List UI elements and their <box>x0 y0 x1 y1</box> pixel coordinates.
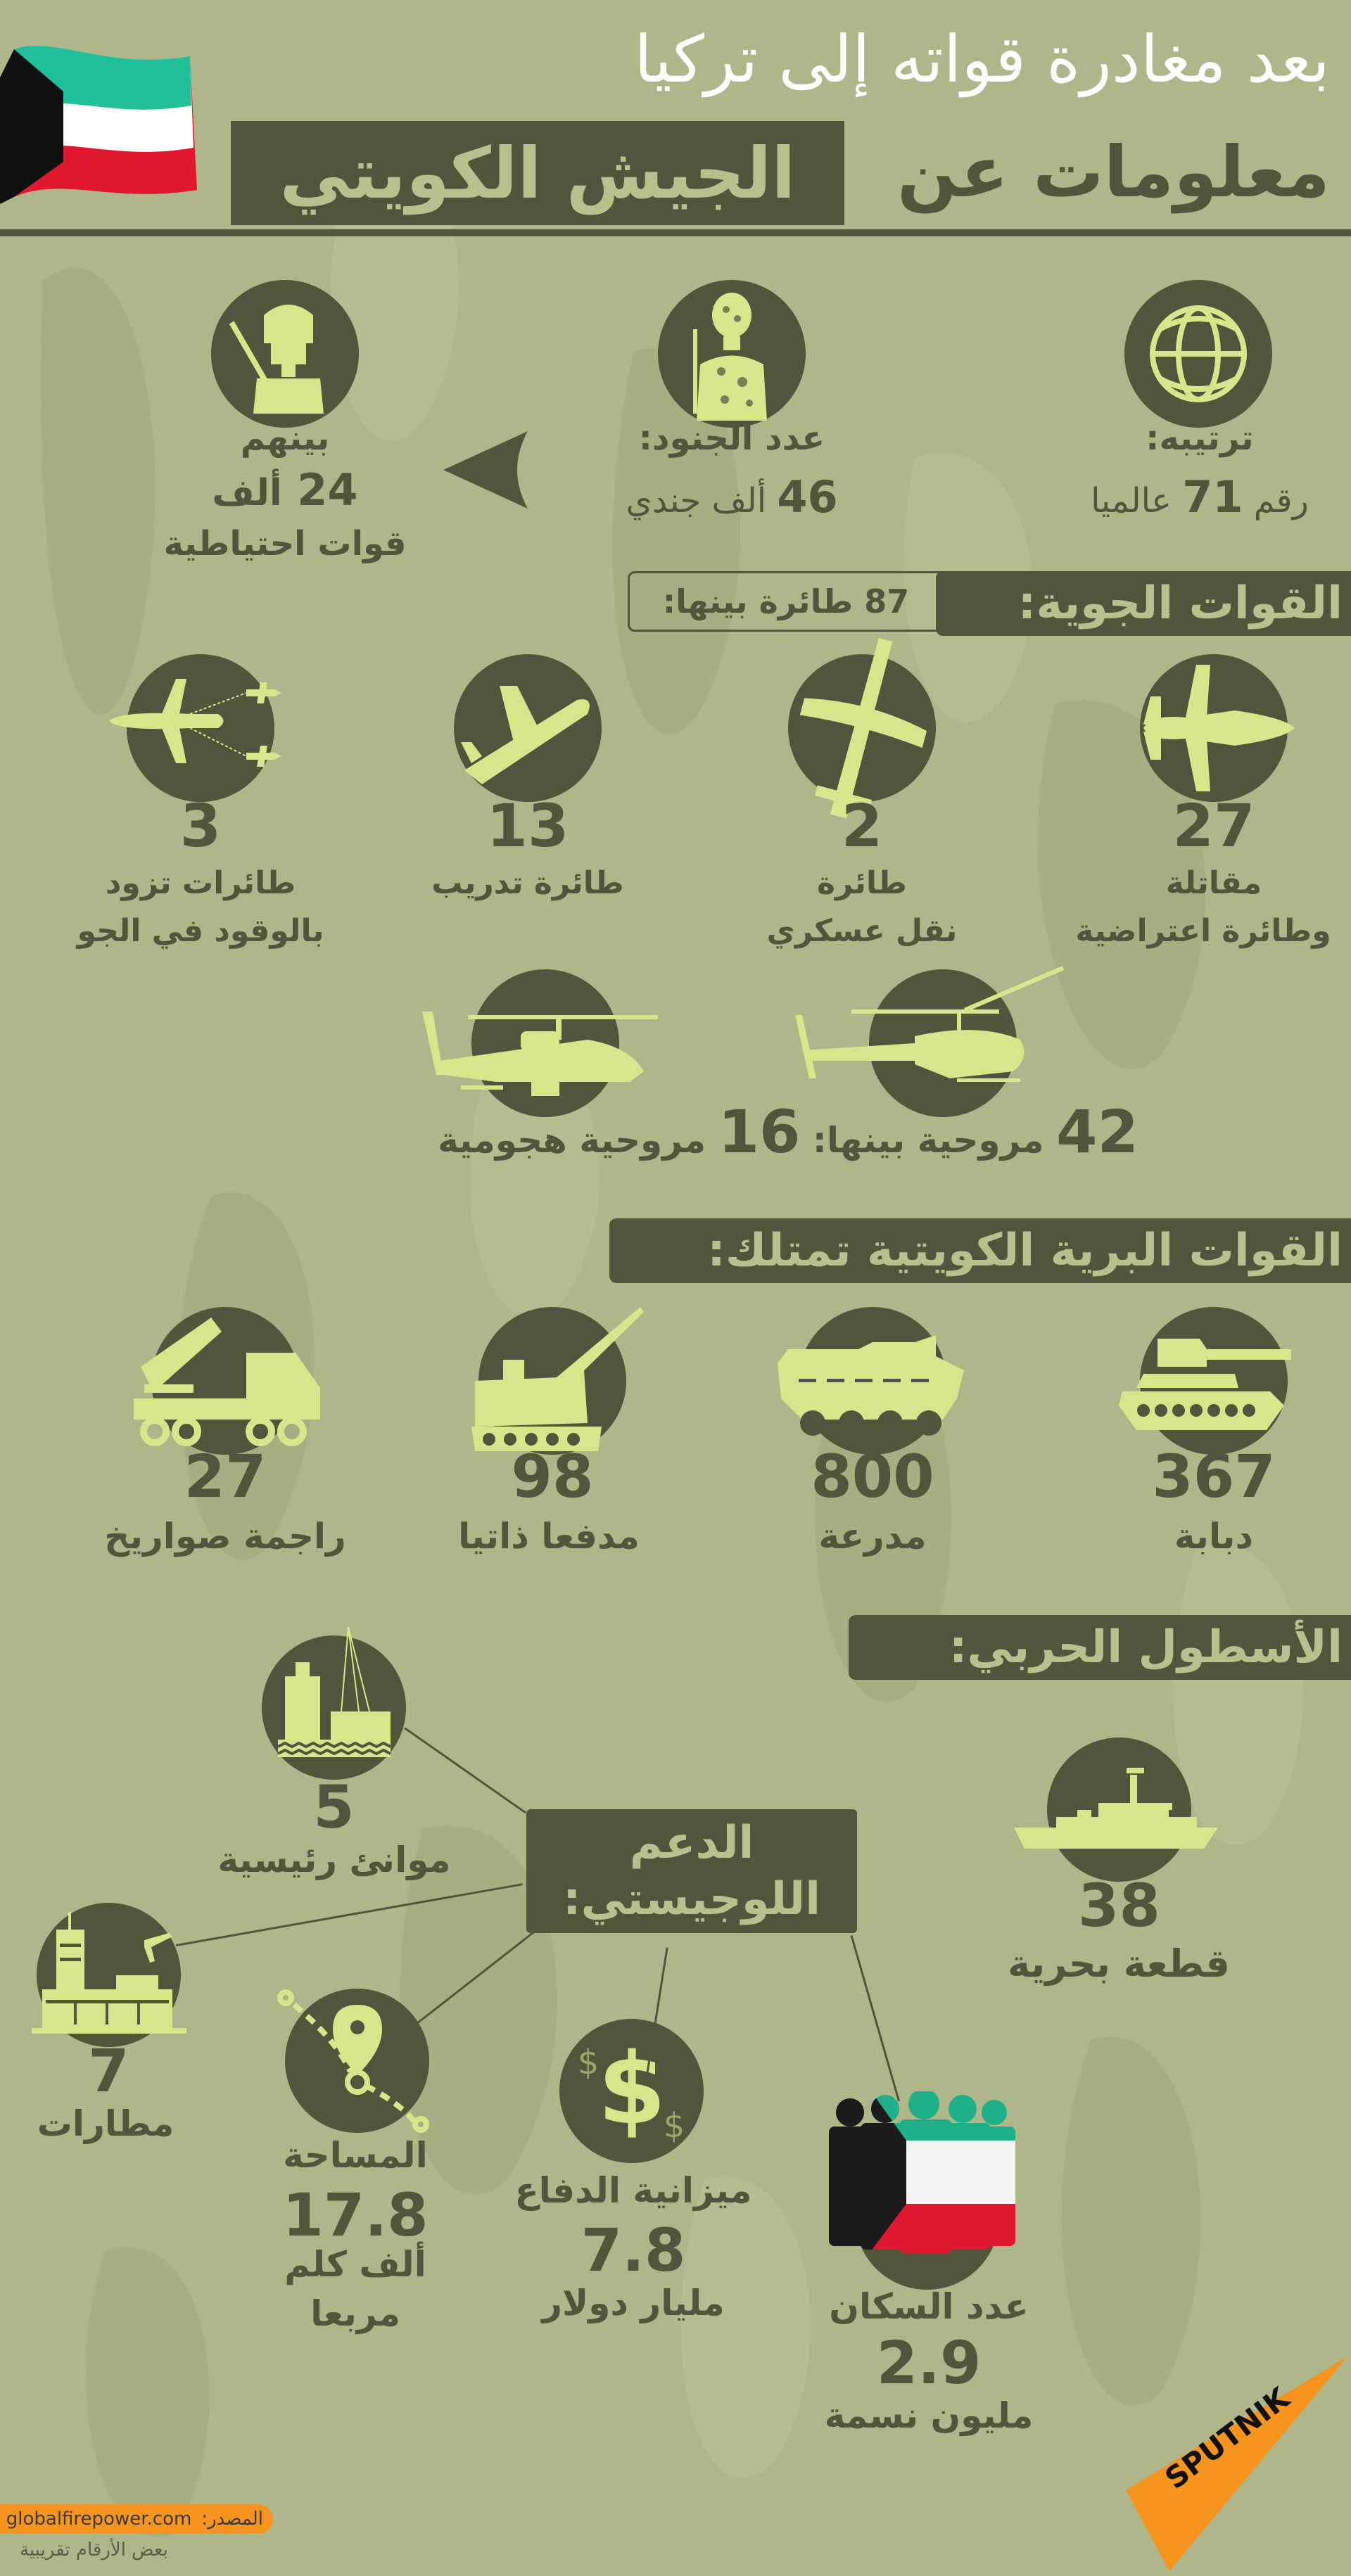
airports-value: 7 <box>88 2036 129 2105</box>
source-badge <box>0 2504 273 2534</box>
footer-note: بعض الأرقام تقريبية <box>20 2539 168 2561</box>
ports-circle <box>262 1635 406 1780</box>
attack-helicopter-circle <box>471 969 619 1117</box>
reserves-value: 24 <box>297 464 358 516</box>
population-circle <box>855 2145 999 2290</box>
reserves-unit: ألف <box>212 472 282 514</box>
artillery-label: مدفعا ذاتيا <box>458 1516 640 1557</box>
area-circle <box>285 1989 429 2133</box>
sputnik-logo <box>1119 2349 1351 2575</box>
rocket-launcher-value: 27 <box>184 1442 267 1511</box>
trainer-plane-icon <box>457 672 598 784</box>
header-title-highlight: الجيش الكويتي <box>279 132 796 215</box>
warship-icon <box>1014 1768 1225 1852</box>
ranking-value: 71 <box>1182 471 1243 523</box>
population-unit: مليون نسمة <box>824 2395 1034 2436</box>
attack-helicopter-icon <box>419 983 672 1103</box>
arrow-left-icon <box>436 428 535 512</box>
tank-icon <box>1115 1325 1312 1437</box>
area-unit-2: مربعا <box>310 2293 400 2334</box>
svg-text:SPUTNIK: SPUTNIK <box>1158 2380 1296 2496</box>
soldiers-circle <box>658 280 806 428</box>
helicopters-line <box>380 1097 1196 1166</box>
reserves-circle <box>211 280 359 428</box>
kuwait-flag-icon <box>0 28 204 211</box>
trainer-circle <box>454 654 602 802</box>
budget-label: ميزانية الدفاع <box>514 2170 752 2211</box>
fighter-value: 27 <box>1172 791 1255 860</box>
map-pin-icon <box>280 1984 435 2138</box>
fighter-circle <box>1140 654 1288 802</box>
airports-circle <box>37 1903 181 2047</box>
armored-label: مدرعة <box>818 1516 927 1557</box>
population-value: 2.9 <box>876 2328 982 2397</box>
airport-icon <box>32 1912 186 2039</box>
helicopters-total-label: مروحية بينها: <box>812 1120 1044 1161</box>
ports-label: موانئ رئيسية <box>217 1839 451 1880</box>
armored-vehicle-icon <box>774 1328 971 1434</box>
self-propelled-gun-icon <box>461 1303 644 1458</box>
artillery-value: 98 <box>511 1442 594 1511</box>
ranking-label: ترتيبه: <box>1146 419 1254 458</box>
rocket-launcher-circle <box>151 1307 299 1455</box>
fighter-jet-icon <box>1129 654 1298 802</box>
artillery-circle <box>478 1307 626 1455</box>
fighter-label-1: مقاتلة <box>1165 865 1262 901</box>
tank-label: دبابة <box>1174 1516 1254 1557</box>
budget-value: 7.8 <box>581 2216 686 2285</box>
transport-label-1: طائرة <box>817 865 907 901</box>
reserves-suffix: قوات احتياطية <box>163 524 407 563</box>
transport-circle <box>788 654 936 802</box>
soldiers-label: عدد الجنود: <box>638 419 825 458</box>
trainer-value: 13 <box>486 791 569 860</box>
armored-circle <box>799 1307 946 1455</box>
area-value: 17.8 <box>282 2181 429 2250</box>
tank-circle <box>1140 1307 1288 1455</box>
refueling-label-1: طائرات تزود <box>105 865 296 901</box>
transport-label-2: نقل عسكري <box>766 913 958 949</box>
reserve-soldier-icon <box>232 294 338 414</box>
warship-value: 38 <box>1078 1871 1160 1940</box>
population-label: عدد السكان <box>829 2286 1029 2327</box>
warship-circle <box>1047 1737 1191 1882</box>
air-force-total-label: 87 طائرة بينها: <box>662 582 910 620</box>
header-title-highlight-box <box>231 121 844 225</box>
area-label: المساحة <box>283 2135 428 2176</box>
source-label: المصدر: <box>201 2508 263 2530</box>
refueling-value: 3 <box>179 791 222 860</box>
helicopter-circle <box>869 969 1017 1117</box>
source-value[interactable]: globalfirepower.com <box>6 2508 192 2530</box>
navy-heading: الأسطول الحربي: <box>849 1615 1351 1680</box>
ranking-suffix: عالميا <box>1091 481 1172 521</box>
reserves-label: بينهم <box>240 419 330 458</box>
soldiers-suffix: ألف جندي <box>626 481 767 521</box>
svg-text:$: $ <box>663 2105 685 2145</box>
ports-value: 5 <box>313 1773 355 1842</box>
budget-unit: مليار دولار <box>542 2283 725 2323</box>
helicopters-attack: 16 <box>718 1097 801 1166</box>
transport-value: 2 <box>841 791 883 860</box>
population-icon <box>829 2091 1026 2260</box>
air-force-total-box <box>628 571 944 632</box>
header-subtitle: بعد مغادرة قواته إلى تركيا <box>634 22 1330 97</box>
ranking-prefix: رقم <box>1253 481 1309 521</box>
tank-value: 367 <box>1152 1442 1276 1511</box>
refueling-label-2: بالوقود في الجو <box>77 913 324 949</box>
soldiers-value: 46 <box>777 471 838 523</box>
area-unit-1: ألف كلم <box>284 2244 426 2285</box>
ranking-circle <box>1124 280 1272 428</box>
refueling-plane-icon <box>106 672 296 784</box>
svg-text:$: $ <box>577 2042 599 2082</box>
header-divider <box>0 229 1351 236</box>
armored-value: 800 <box>811 1442 934 1511</box>
helicopters-attack-label: مروحية هجومية <box>438 1120 706 1161</box>
trainer-label-1: طائرة تدريب <box>431 865 624 901</box>
rocket-launcher-label: راجمة صواريخ <box>104 1516 346 1557</box>
refueling-circle <box>127 654 274 802</box>
air-force-heading: القوات الجوية: <box>936 571 1351 636</box>
port-icon <box>271 1627 398 1768</box>
fighter-label-2: وطائرة اعتراضية <box>1075 913 1331 949</box>
svg-text:$: $ <box>597 2032 666 2147</box>
logistics-heading: الدعم اللوجيستي: <box>526 1809 857 1933</box>
header-title-prefix: معلومات عن <box>897 131 1330 213</box>
land-forces-heading: القوات البرية الكويتية تمتلك: <box>609 1218 1351 1283</box>
helicopter-icon <box>788 973 1070 1114</box>
reserves-value-line <box>176 464 394 516</box>
budget-circle <box>559 2019 704 2163</box>
rocket-launcher-icon <box>127 1311 324 1451</box>
globe-icon <box>1146 301 1251 407</box>
dollar-icon <box>576 2032 688 2148</box>
soldiers-value-line <box>563 471 901 523</box>
ranking-value-line <box>1048 471 1351 523</box>
airports-label: مطارات <box>37 2103 175 2144</box>
warship-label: قطعة بحرية <box>1008 1941 1230 1986</box>
soldier-icon <box>683 287 781 421</box>
helicopters-total: 42 <box>1056 1097 1138 1166</box>
